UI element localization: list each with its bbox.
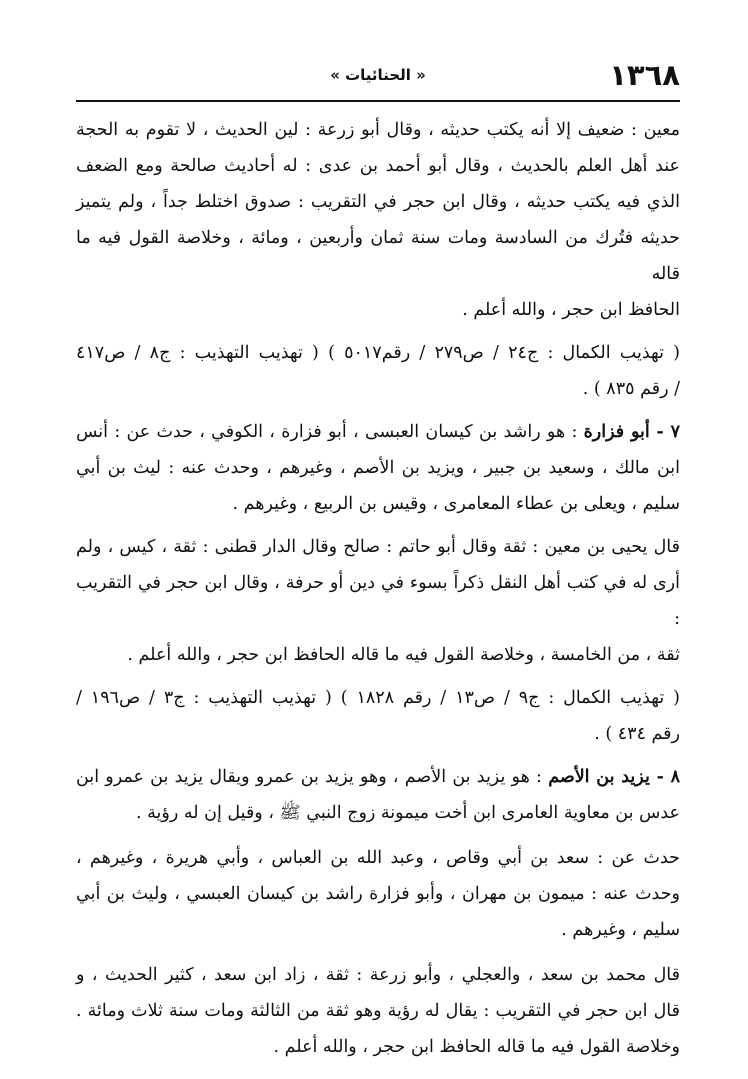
text-line: عدس بن معاوية العامرى ابن أخت ميمونة زوج النبي ﷺ ، وقيل إن له رؤية . <box>136 803 680 823</box>
text-line: قال ابن حجر في التقريب : يقال له رؤية وهو ثقة من الثالثة ومات سنة ثلاث ومائة . <box>76 1001 680 1021</box>
entry-text: : هو راشد بن كيسان العبسى ، أبو فزارة ، الكوفي ، حدث عن : أنس <box>76 422 584 442</box>
text-line: / رقم ٨٣٥ ) . <box>582 379 680 399</box>
paragraph <box>76 840 680 948</box>
paragraph <box>76 112 680 328</box>
body-text <box>76 112 680 1072</box>
text-line: الحافظ ابن حجر ، والله أعلم . <box>462 300 680 320</box>
header-rule <box>76 100 680 102</box>
citation <box>76 335 680 407</box>
text-line: سليم ، ويعلى بن عطاء المعامرى ، وقيس بن الربيع ، وغيرهم . <box>232 494 680 514</box>
entry-7 <box>76 414 680 522</box>
entry-heading: ٧ - أبو فزارة <box>583 422 680 442</box>
text-line <box>76 759 680 795</box>
text-line: ثقة ، من الخامسة ، وخلاصة القول فيه ما قاله الحافظ ابن حجر ، والله أعلم . <box>127 645 680 665</box>
text-line: معين : ضعيف إلا أنه يكتب حديثه ، وقال أبو زرعة : لين الحديث ، لا تقوم به الحجة <box>76 120 680 140</box>
page-number: ١٣٦٨ <box>609 58 680 92</box>
page-header <box>76 58 680 96</box>
text-line: ابن مالك ، وسعيد بن جبير ، ويزيد بن الأصم ، وغيرهم ، وحدث عنه : ليث بن أبي <box>76 458 680 478</box>
text-line: رقم ٤٣٤ ) . <box>594 724 680 744</box>
running-head: « الحنائيات » <box>330 66 426 84</box>
paragraph <box>76 957 680 1065</box>
text-line: ( تهذيب الكمال : ج٩ / ص١٣ / رقم ١٨٢٨ ) ( تهذيب التهذيب : ج٣ / ص١٩٦ / <box>76 688 680 708</box>
text-line: حديثه فتُرك من السادسة ومات سنة ثمان وأربعين ، ومائة ، وخلاصة القول فيه ما قاله <box>76 228 680 284</box>
text-line: سليم ، وغيرهم . <box>561 920 680 940</box>
entry-text: : هو يزيد بن الأصم ، وهو يزيد بن عمرو ويقال يزيد بن عمرو ابن <box>76 767 549 787</box>
text-line <box>76 414 680 450</box>
entry-8 <box>76 759 680 831</box>
text-line: قال محمد بن سعد ، والعجلي ، وأبو زرعة : ثقة ، زاد ابن سعد ، كثير الحديث ، و <box>76 965 680 985</box>
paragraph <box>76 529 680 673</box>
text-line: ( تهذيب الكمال : ج٢٤ / ص٢٧٩ / رقم٥٠١٧ ) ( تهذيب التهذيب : ج٨ / ص٤١٧ <box>76 343 680 363</box>
text-line: وحدث عنه : ميمون بن مهران ، وأبو فزارة راشد بن كيسان العبسي ، وليث بن أبي <box>76 884 680 904</box>
text-line: قال يحيى بن معين : ثقة وقال أبو حاتم : صالح وقال الدار قطنى : ثقة ، كيس ، ولم <box>76 537 680 557</box>
citation <box>76 680 680 752</box>
text-line: عند أهل العلم بالحديث ، وقال أبو أحمد بن عدى : له أحاديث صالحة ومع الضعف <box>76 156 680 176</box>
text-line: أرى له في كتب أهل النقل ذكراً بسوء في دين أو حرفة ، وقال ابن حجر في التقريب : <box>76 573 680 629</box>
entry-heading: ٨ - يزيد بن الأصم <box>548 767 680 787</box>
text-line: الذي فيه يكتب حديثه ، وقال ابن حجر في التقريب : صدوق اختلط جداً ، ولم يتميز <box>76 192 680 212</box>
text-line: حدث عن : سعد بن أبي وقاص ، وعبد الله بن العباس ، وأبي هريرة ، وغيرهم ، <box>76 848 680 868</box>
text-line: وخلاصة القول فيه ما قاله الحافظ ابن حجر ، والله أعلم . <box>273 1037 680 1057</box>
